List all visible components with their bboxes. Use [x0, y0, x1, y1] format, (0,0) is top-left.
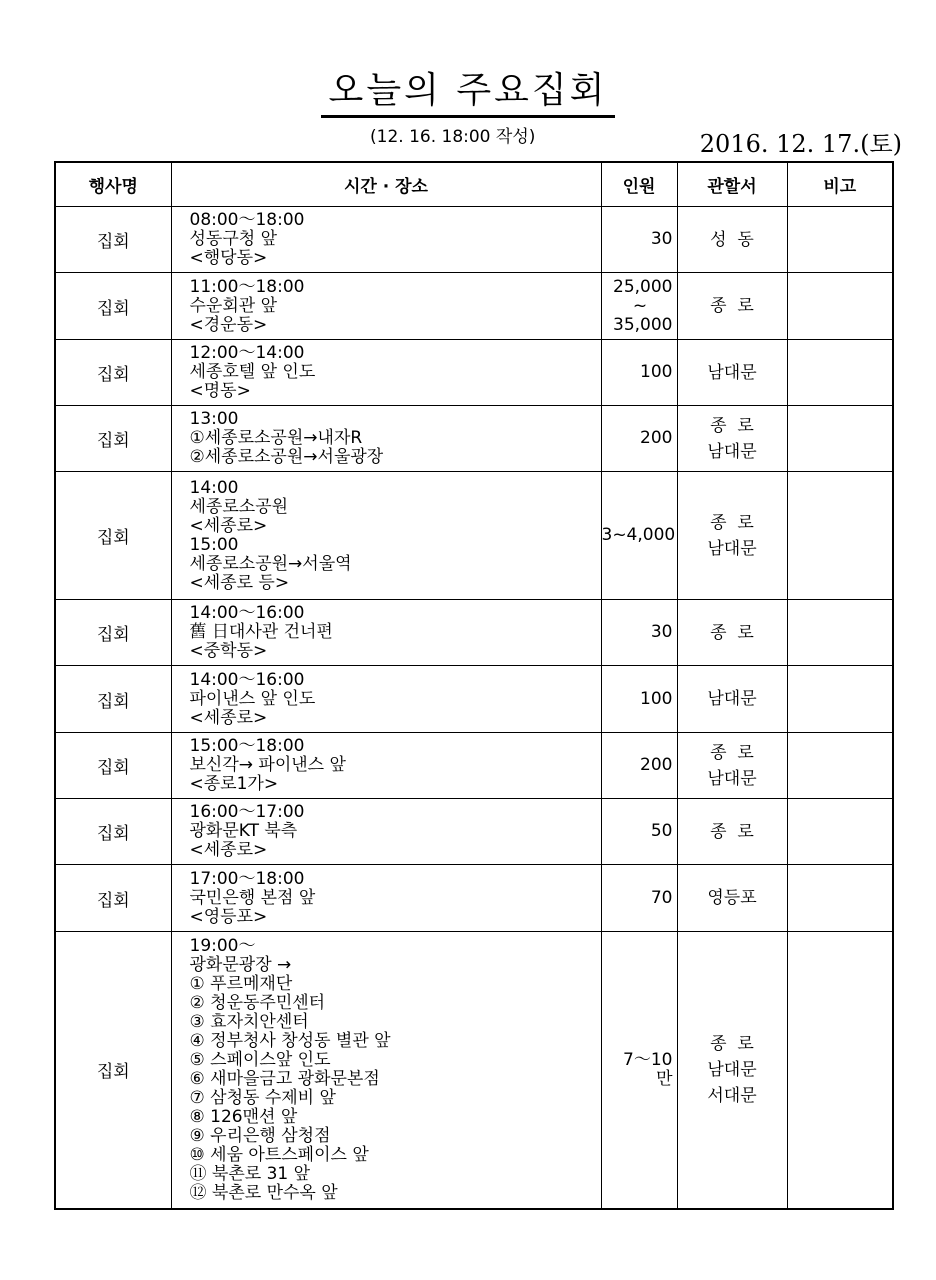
time-place-line: ⑤ 스페이스앞 인도 — [189, 1049, 331, 1070]
event-type-cell: 집회 — [55, 865, 171, 932]
table-row — [55, 406, 893, 472]
header-event: 행사명 — [55, 162, 171, 207]
time-place-line: 15:00～18:00 — [189, 736, 305, 756]
people-count-value: 100 — [640, 688, 673, 709]
document-date: 2016. 12. 17.(토) — [699, 130, 902, 158]
police-office-name: 종 로 — [710, 1033, 754, 1054]
time-place-line: ④ 정부청사 창성동 별관 앞 — [189, 1030, 391, 1051]
police-office-name: 남대문 — [707, 538, 757, 559]
time-place-cell — [171, 340, 601, 406]
time-place-line: ⑪ 북촌로 31 앞 — [189, 1163, 311, 1184]
time-place-line: 12:00～14:00 — [189, 343, 305, 363]
document-title: 오늘의 주요집회 — [321, 62, 616, 118]
time-place-line: ⑦ 삼청동 수제비 앞 — [189, 1087, 336, 1108]
people-count-cell — [601, 273, 677, 340]
police-office-name: 종 로 — [710, 622, 754, 643]
people-count-cell — [601, 865, 677, 932]
time-place-line: 보신각→ 파이낸스 앞 — [189, 755, 346, 775]
time-place-line: 광화문KT 북측 — [189, 821, 298, 841]
police-office-cell — [677, 666, 787, 733]
people-count-cell — [601, 600, 677, 666]
time-place-line: 세종로소공원 — [189, 496, 289, 517]
table-row — [55, 207, 893, 273]
note-cell — [787, 666, 893, 733]
table-row — [55, 340, 893, 406]
table-body — [55, 207, 893, 1209]
people-count-value: 30 — [650, 229, 673, 249]
people-count-value: 200 — [640, 428, 673, 448]
table-row — [55, 865, 893, 932]
police-office-name: 성 동 — [710, 229, 754, 250]
note-cell — [787, 733, 893, 799]
time-place-line: <경운동> — [189, 314, 268, 335]
time-place-cell — [171, 733, 601, 799]
note-cell — [787, 273, 893, 340]
header-note: 비고 — [787, 162, 893, 207]
note-cell — [787, 600, 893, 666]
time-place-line: 16:00～17:00 — [189, 802, 305, 822]
police-office-name: 종 로 — [710, 821, 754, 842]
police-office-cell — [677, 340, 787, 406]
time-place-line: 17:00～18:00 — [189, 868, 305, 889]
people-count-cell — [601, 472, 677, 600]
people-count-value: 7～10 — [623, 1049, 673, 1070]
time-place-line: ⑨ 우리은행 삼청점 — [189, 1125, 331, 1146]
time-place-cell — [171, 932, 601, 1209]
people-count-value: 200 — [640, 755, 673, 775]
police-office-name: 종 로 — [710, 415, 754, 436]
police-office-name: 종 로 — [710, 742, 754, 763]
document-title-wrap — [0, 62, 936, 118]
people-count-value: 30 — [650, 622, 673, 642]
time-place-line: 08:00～18:00 — [189, 210, 305, 230]
time-place-cell — [171, 406, 601, 472]
police-office-name: 서대문 — [707, 1085, 757, 1106]
police-office-name: 남대문 — [707, 768, 757, 789]
time-place-line: <세종로> — [189, 515, 268, 536]
time-place-line: ⑥ 새마을금고 광화문본점 — [189, 1068, 380, 1089]
table-row — [55, 799, 893, 865]
police-office-name: 종 로 — [710, 512, 754, 533]
time-place-line: <종로1가> — [189, 774, 279, 794]
people-count-cell — [601, 932, 677, 1209]
police-office-name: 남대문 — [707, 689, 757, 709]
police-office-cell — [677, 273, 787, 340]
time-place-cell — [171, 799, 601, 865]
police-office-cell — [677, 406, 787, 472]
time-place-line: 세종호텔 앞 인도 — [189, 362, 316, 382]
time-place-line: <중학동> — [189, 641, 268, 661]
police-office-name: 영등포 — [707, 888, 757, 908]
time-place-line: ③ 효자치안센터 — [189, 1011, 309, 1032]
time-place-line: 11:00～18:00 — [189, 276, 305, 297]
event-type-cell: 집회 — [55, 799, 171, 865]
police-office-cell — [677, 865, 787, 932]
table-row — [55, 472, 893, 600]
schedule-table — [54, 161, 894, 1210]
time-place-line: ①세종로소공원→내자R — [189, 428, 363, 448]
police-office-cell — [677, 932, 787, 1209]
people-count-cell — [601, 340, 677, 406]
time-place-line: ② 청운동주민센터 — [189, 992, 326, 1013]
people-count-cell — [601, 406, 677, 472]
event-type-cell: 집회 — [55, 932, 171, 1209]
time-place-cell — [171, 600, 601, 666]
note-cell — [787, 340, 893, 406]
police-office-cell — [677, 207, 787, 273]
time-place-line: ②세종로소공원→서울광장 — [189, 447, 384, 467]
note-cell — [787, 207, 893, 273]
people-count-value: 3~4,000 — [601, 525, 676, 545]
note-cell — [787, 472, 893, 600]
time-place-cell — [171, 207, 601, 273]
table-header-row — [55, 162, 893, 207]
people-count-value: 70 — [650, 887, 673, 908]
time-place-line: 舊 日대사관 건너편 — [189, 622, 333, 642]
time-place-cell — [171, 865, 601, 932]
time-place-line: <명동> — [189, 381, 251, 401]
time-place-line: <행당동> — [189, 248, 268, 268]
time-place-line: 성동구청 앞 — [189, 229, 278, 249]
police-office-cell — [677, 472, 787, 600]
people-count-value: 25,000 — [613, 276, 673, 297]
people-count-cell — [601, 733, 677, 799]
time-place-line: 13:00 — [189, 409, 239, 429]
police-office-name: 남대문 — [707, 1059, 757, 1080]
police-office-cell — [677, 600, 787, 666]
time-place-cell — [171, 472, 601, 600]
time-place-line: 14:00～16:00 — [189, 669, 305, 690]
people-count-value: ~ — [632, 295, 648, 316]
time-place-cell — [171, 666, 601, 733]
police-office-cell — [677, 733, 787, 799]
police-office-name: 남대문 — [707, 362, 757, 383]
note-cell — [787, 799, 893, 865]
people-count-value: 100 — [640, 362, 673, 382]
time-place-line: 19:00～ — [189, 935, 256, 956]
event-type-cell: 집회 — [55, 406, 171, 472]
time-place-line: 14:00～16:00 — [189, 603, 305, 623]
time-place-line: <세종로> — [189, 707, 268, 728]
time-place-line: ⑫ 북촌로 만수옥 앞 — [189, 1182, 338, 1203]
time-place-line: <영등포> — [189, 906, 268, 927]
event-type-cell: 집회 — [55, 273, 171, 340]
people-count-value: 만 — [656, 1068, 673, 1089]
people-count-value: 35,000 — [613, 314, 673, 335]
time-place-line: <세종로> — [189, 840, 268, 860]
event-type-cell: 집회 — [55, 733, 171, 799]
time-place-line: 수운회관 앞 — [189, 295, 278, 316]
note-cell — [787, 932, 893, 1209]
time-place-line: 14:00 — [189, 477, 239, 498]
police-office-name: 종 로 — [710, 296, 754, 316]
event-type-cell: 집회 — [55, 472, 171, 600]
table-row — [55, 600, 893, 666]
time-place-line: ⑩ 세움 아트스페이스 앞 — [189, 1144, 369, 1165]
time-place-line: ⑧ 126맨션 앞 — [189, 1106, 298, 1127]
police-office-name: 남대문 — [707, 441, 757, 462]
note-cell — [787, 865, 893, 932]
document-subtitle: (12. 16. 18:00 작성) — [370, 127, 536, 147]
people-count-cell — [601, 799, 677, 865]
time-place-line: 광화문광장 → — [189, 954, 292, 975]
police-office-cell — [677, 799, 787, 865]
note-cell — [787, 406, 893, 472]
people-count-value: 50 — [650, 821, 673, 841]
event-type-cell: 집회 — [55, 600, 171, 666]
time-place-cell — [171, 273, 601, 340]
table-row — [55, 932, 893, 1209]
people-count-cell — [601, 666, 677, 733]
event-type-cell: 집회 — [55, 666, 171, 733]
time-place-line: 파이낸스 앞 인도 — [189, 688, 316, 709]
time-place-line: 세종로소공원→서울역 — [189, 553, 352, 574]
header-time-place: 시간 · 장소 — [171, 162, 601, 207]
time-place-line: 국민은행 본점 앞 — [189, 887, 316, 908]
table-row — [55, 273, 893, 340]
header-people: 인원 — [601, 162, 677, 207]
header-office: 관할서 — [677, 162, 787, 207]
table-row — [55, 666, 893, 733]
people-count-cell — [601, 207, 677, 273]
time-place-line: 15:00 — [189, 534, 239, 555]
time-place-line: <세종로 등> — [189, 572, 290, 593]
time-place-line: ① 푸르메재단 — [189, 973, 293, 994]
table-row — [55, 733, 893, 799]
event-type-cell: 집회 — [55, 340, 171, 406]
event-type-cell: 집회 — [55, 207, 171, 273]
